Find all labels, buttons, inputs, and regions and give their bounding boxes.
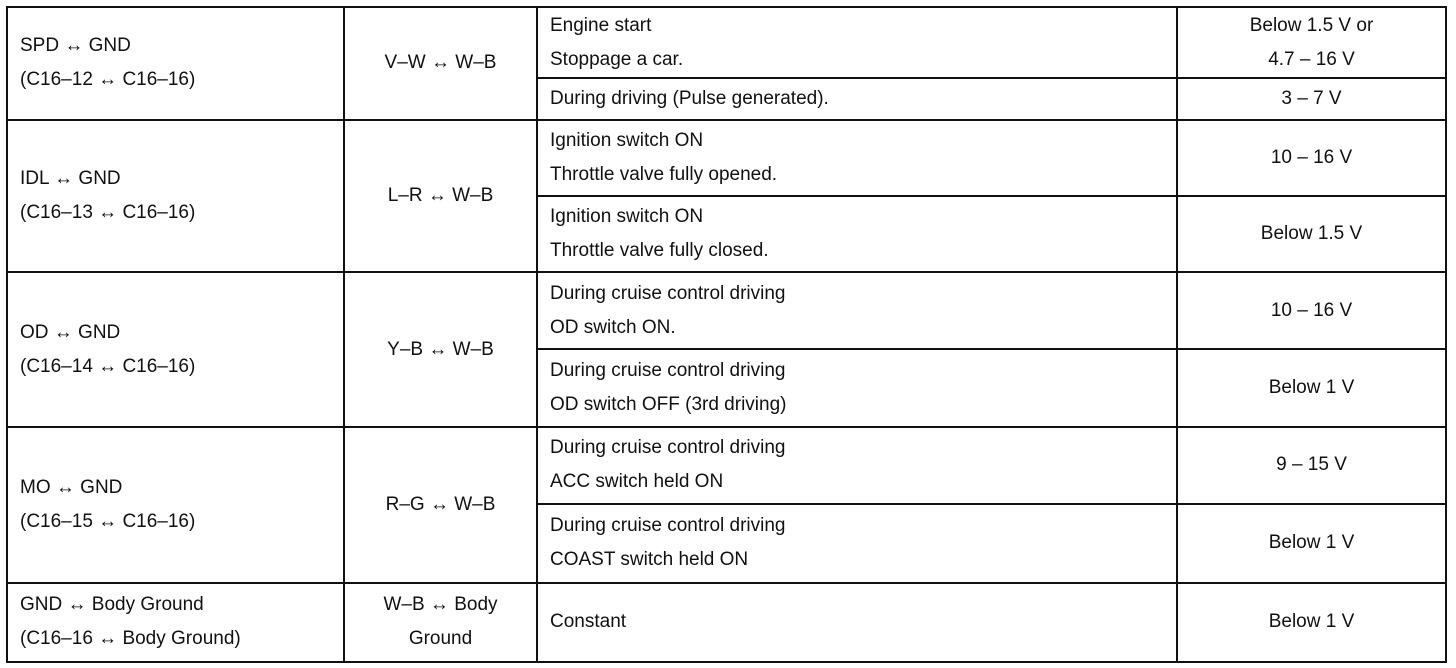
condition-line: Ignition switch ON: [550, 129, 704, 151]
condition-cell: [537, 504, 1177, 583]
condition-line: During cruise control driving: [550, 360, 786, 382]
condition-line: Ignition switch ON: [550, 205, 704, 227]
wiring-color-cell: [344, 583, 537, 662]
spec-value: Below 1.5 V: [1260, 222, 1363, 244]
spec-value-cell: [1177, 120, 1446, 196]
wiring-color: R–G ↔ W–B: [385, 494, 496, 516]
terminal-pins: (C16–12 ↔ C16–16): [20, 69, 196, 91]
wiring-color: Y–B ↔ W–B: [387, 338, 494, 360]
spec-value-cell: [1177, 272, 1446, 349]
condition-line: During cruise control driving: [550, 282, 786, 304]
terminal-pins: (C16–15 ↔ C16–16): [20, 511, 196, 533]
condition-line: Engine start: [550, 14, 652, 36]
spec-value: Below 1 V: [1268, 532, 1355, 554]
terminal-cell: [7, 427, 344, 582]
terminal-pins: (C16–16 ↔ Body Ground): [20, 628, 241, 650]
wiring-color-cell: [344, 272, 537, 427]
condition-cell: [537, 78, 1177, 120]
spec-value-cell: [1177, 78, 1446, 120]
spec-value: 10 – 16 V: [1270, 299, 1353, 321]
terminal-spec-table: [6, 6, 1447, 663]
terminal-name: GND ↔ Body Ground: [20, 594, 204, 616]
spec-value: 3 – 7 V: [1281, 87, 1342, 109]
terminal-name: SPD ↔ GND: [20, 35, 131, 57]
spec-table-container: [6, 6, 1445, 663]
terminal-cell: [7, 120, 344, 272]
terminal-cell: [7, 272, 344, 427]
terminal-cell: [7, 583, 344, 662]
spec-value: Below 1.5 V or: [1249, 14, 1374, 36]
condition-line: OD switch ON.: [550, 316, 676, 338]
condition-cell: [537, 427, 1177, 503]
wiring-color: W–B ↔ Body: [383, 594, 498, 616]
condition-line: COAST switch held ON: [550, 549, 749, 571]
condition-line: OD switch OFF (3rd driving): [550, 394, 787, 416]
terminal-name: OD ↔ GND: [20, 321, 121, 343]
condition-line: Stoppage a car.: [550, 48, 684, 70]
spec-value: 9 – 15 V: [1276, 454, 1347, 476]
wiring-color: L–R ↔ W–B: [387, 184, 494, 206]
wiring-color-cell: [344, 427, 537, 582]
table-row: [7, 583, 1446, 662]
condition-cell: [537, 120, 1177, 196]
spec-value-cell: [1177, 504, 1446, 583]
condition-line: ACC switch held ON: [550, 471, 724, 493]
terminal-name: MO ↔ GND: [20, 477, 123, 499]
spec-value: 10 – 16 V: [1270, 146, 1353, 168]
spec-value-cell: [1177, 349, 1446, 427]
terminal-cell: [7, 7, 344, 120]
table-row: [7, 272, 1446, 349]
condition-line: During cruise control driving: [550, 437, 786, 459]
spec-value: 4.7 – 16 V: [1268, 48, 1355, 70]
spec-value-cell: [1177, 7, 1446, 78]
terminal-pins: (C16–14 ↔ C16–16): [20, 355, 196, 377]
condition-cell: [537, 7, 1177, 78]
condition-line: During cruise control driving: [550, 515, 786, 537]
wiring-color-cell: [344, 7, 537, 120]
spec-value: Below 1 V: [1268, 611, 1355, 633]
condition-line: During driving (Pulse generated).: [550, 87, 829, 109]
spec-value: Below 1 V: [1268, 377, 1355, 399]
spec-value-cell: [1177, 427, 1446, 503]
table-row: [7, 120, 1446, 196]
table-row: [7, 427, 1446, 503]
condition-cell: [537, 349, 1177, 427]
spec-value-cell: [1177, 583, 1446, 662]
condition-line: Constant: [550, 611, 627, 633]
condition-cell: [537, 583, 1177, 662]
condition-cell: [537, 272, 1177, 349]
condition-line: Throttle valve fully closed.: [550, 239, 769, 261]
condition-cell: [537, 196, 1177, 272]
terminal-pins: (C16–13 ↔ C16–16): [20, 201, 196, 223]
condition-line: Throttle valve fully opened.: [550, 163, 778, 185]
table-row: [7, 7, 1446, 78]
wiring-color: V–W ↔ W–B: [384, 52, 497, 74]
terminal-name: IDL ↔ GND: [20, 167, 121, 189]
wiring-color: Ground: [408, 628, 473, 650]
spec-value-cell: [1177, 196, 1446, 272]
wiring-color-cell: [344, 120, 537, 272]
